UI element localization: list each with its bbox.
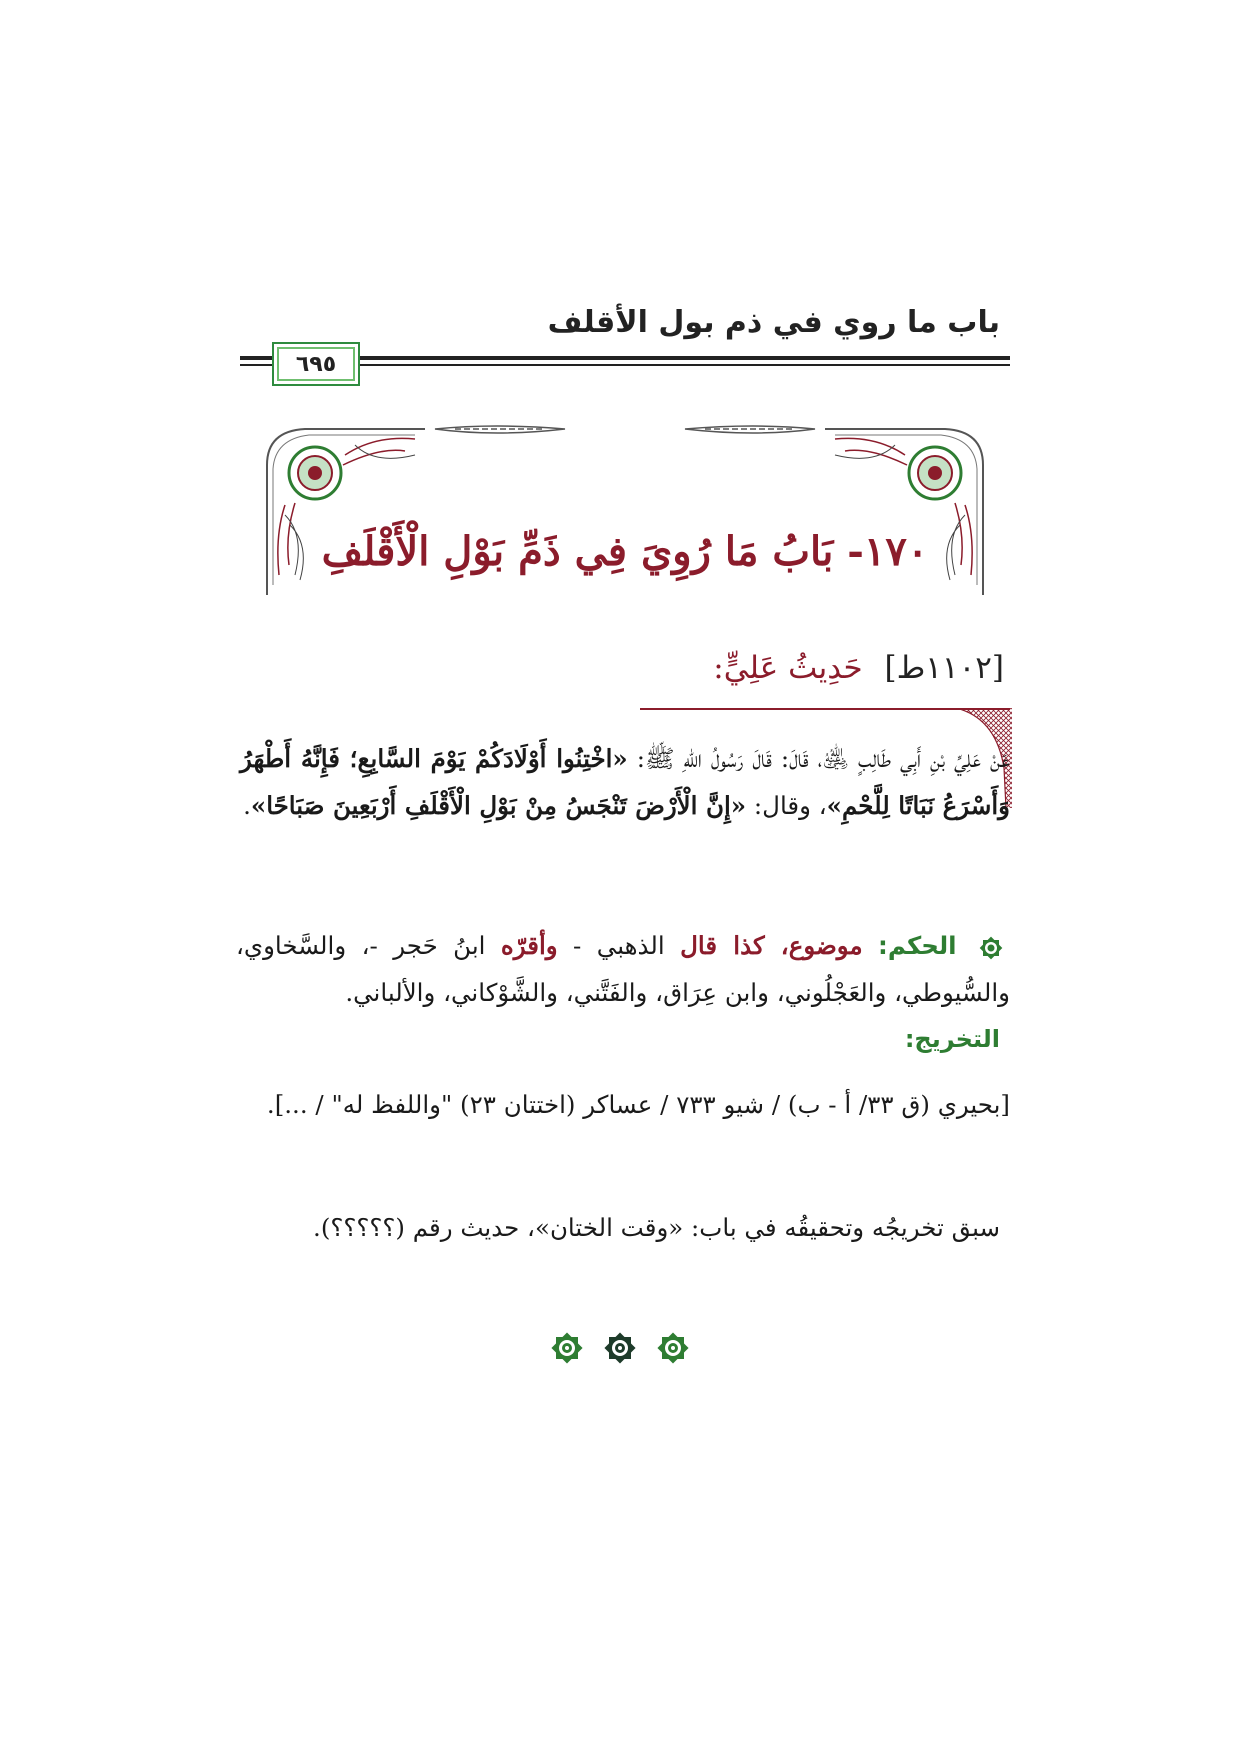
flower-ornament-icon: [549, 1330, 585, 1366]
takhrij-heading: التخريج:: [904, 1025, 1000, 1053]
ruling-label: الحكم:: [878, 931, 957, 960]
hadith-text: [240, 735, 1010, 829]
hadith-matn-1: «اخْتِنُوا أَوْلَادَكُمْ يَوْمَ السَّابِعِ؛ فَإِنَّهُ أَطْهَرُ وَأَسْرَعُ نَبَاتًا لِلَّحْمِ»: [240, 744, 1010, 820]
ruling-text-2: ابنُ حَجر -، والسَّخاوي، والسُّيوطي، والعَجْلُوني، وابن عِرَاق، والفَتَّني، والشَّوْكاني، والألباني.: [236, 931, 1010, 1007]
ruling-paragraph: [236, 922, 1010, 1016]
flower-ornament-icon: [978, 935, 1004, 961]
ruling-grade: موضوع، كذا قال: [680, 931, 863, 960]
page-number-box: [272, 342, 360, 386]
hadith-matn-2: «إِنَّ الْأَرْضَ تَنْجَسُ مِنْ بَوْلِ الْأَقْلَفِ أَرْبَعِينَ صَبَاحًا»: [250, 791, 747, 820]
hadith-code: [١١٠٢ط]: [884, 650, 1004, 686]
hadith-isnad: عَنْ عَلِيِّ بْنِ أَبِي طَالِبٍ ﵁، قَالَ: قَالَ رَسُولُ اللهِ ﷺ:: [627, 744, 1010, 773]
takhrij-references: [بحيري (ق ٣٣/ أ - ب) / شيو ٧٣٣ / عساكر (اختتان ٢٣) "واللفظ له" / ...].: [266, 1090, 1010, 1119]
chapter-title: ١٧٠- بَابُ مَا رُوِيَ فِي ذَمِّ بَوْلِ الْأَقْلَفِ: [321, 528, 929, 575]
hadith-name: حَدِيثُ عَلِيٍّ:: [713, 650, 863, 686]
frame-top-bars: [435, 426, 815, 433]
hadith-end: .: [243, 791, 251, 820]
running-title: باب ما روي في ذم بول الأقلف: [547, 305, 1000, 340]
takhrij-note: سبق تخريجُه وتحقيقُه في باب: «وقت الختان»، حديث رقم (؟؟؟؟؟).: [313, 1213, 1000, 1242]
heading-underline: [640, 708, 1010, 710]
ruling-text-1: الذهبي -: [557, 931, 681, 960]
flower-ornament-icon: [655, 1330, 691, 1366]
hadith-heading: [713, 650, 1004, 686]
section-end-ornaments: [0, 1330, 1240, 1366]
hadith-connector: ، وقال:: [746, 791, 827, 820]
ruling-approved: وأقرّه: [500, 931, 558, 960]
flower-ornament-icon: [602, 1330, 638, 1366]
page-number: ٦٩٥: [295, 351, 337, 377]
